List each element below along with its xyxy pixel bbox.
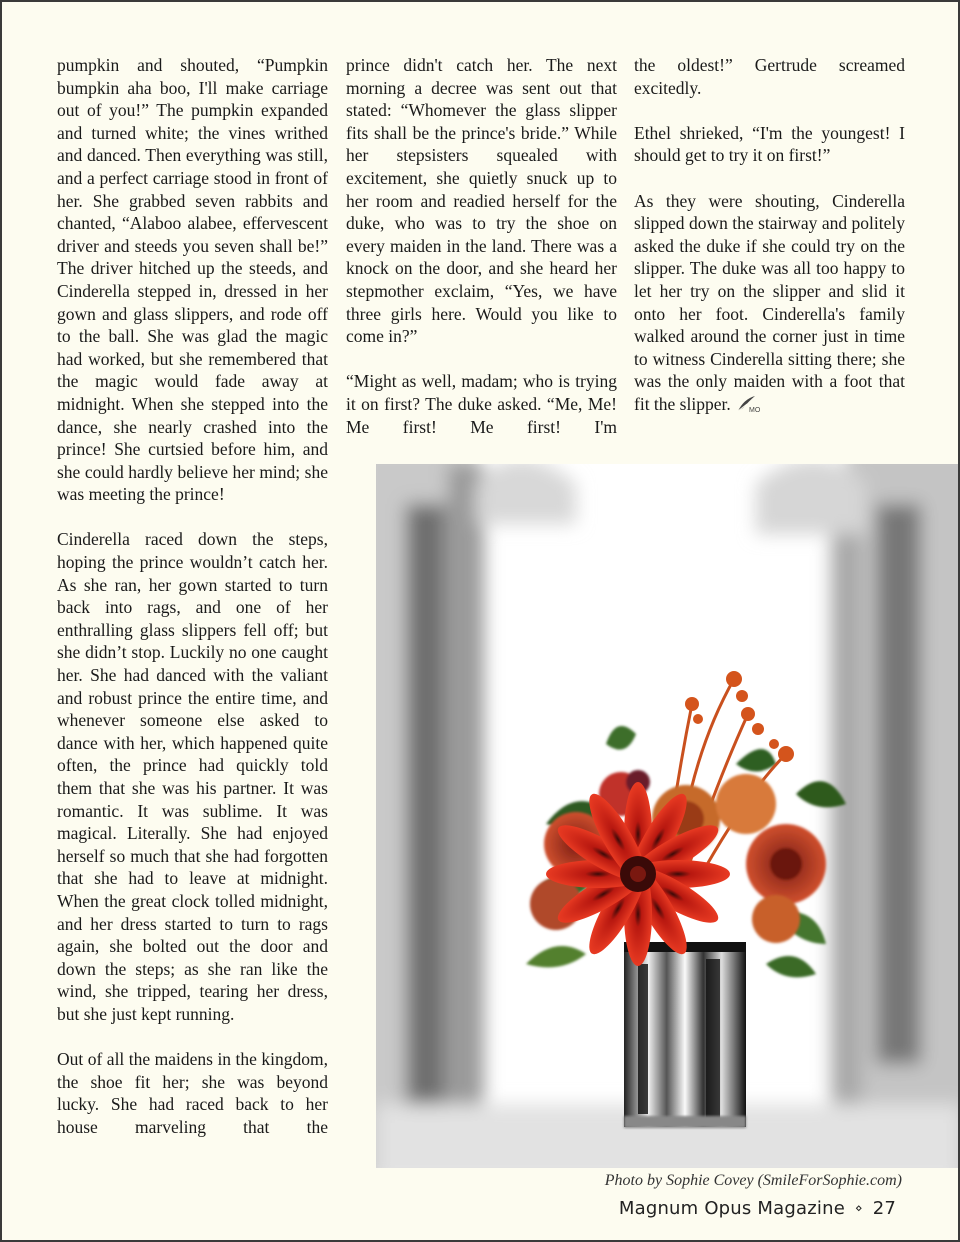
magazine-name: Magnum Opus Magazine xyxy=(618,1198,845,1219)
paragraph: prince didn't catch her. The next morning a decree was sent out that stated: “Whomever the glass slipper fits shall be the prince's bride.” While her stepsisters squealed with excitement, she quietly snuck up to her room and readied herself for the duke, who was to try the shoe on every maiden in the land. There was a knock on the door, and she heard her stepmother exclaim, “Yes, we have three girls here. Would you like to come in?” xyxy=(346,55,617,347)
text-column-3 xyxy=(634,54,905,416)
paragraph-text: As they were shouting, Cinderella slipped down the stairway and politely asked the duke if she could try on the slipper. The duke was all too happy to let her try on the slipper and slid it onto her foot. Cinderella's family walked around the corner just in time to witness Cinderella sitting there; she was the only maiden with a foot that fit the slipper. xyxy=(634,190,905,414)
paragraph: “Might as well, madam; who is trying it on first? The duke asked. “Me, Me! Me first! Me first! I'm xyxy=(346,371,617,437)
paragraph-with-signature xyxy=(634,190,905,416)
footer-separator: ⋄ xyxy=(854,1201,863,1215)
text-column-1 xyxy=(57,54,328,1139)
paragraph: Cinderella raced down the steps, hoping the prince wouldn’t catch her. As she ran, her gown started to turn back into rags, and one of her enthralling glass slippers fell off; but she didn’t stop. Luckily no one caught her. She had danced with the valiant and robust prince the entire time, and whenever someone else asked to dance with her, which happened quite often, the prince had quickly told them that she was his partner. It was romantic. It was sublime. It was magical. Literally. She had enjoyed herself so much that she had forgotten that she had to leave at midnight. When the great clock tolled midnight, and her dress started to turn to rags again, she bolted out the door and down the steps; as she ran like the wind, she tripped, tearing her dress, but she just kept running. xyxy=(57,529,328,1024)
text-column-2 xyxy=(346,54,617,438)
paragraph: Out of all the maidens in the kingdom, the shoe fit her; she was beyond lucky. She had raced back to her house marveling that the xyxy=(57,1049,328,1137)
page-number: 27 xyxy=(872,1198,896,1219)
paragraph: the oldest!” Gertrude screamed excitedly. xyxy=(634,55,905,98)
paragraph: pumpkin and shouted, “Pumpkin bumpkin aha boo, I'll make carriage out of you!” The pumpkin expanded and turned white; the vines writhed and danced. Then everything was still, and a perfect carriage stood in front of her. She grabbed seven rabbits and chanted, “Alaboo alabee, effervescent driver and steeds you seven shall be!” The driver hitched up the steeds, and Cinderella stepped in, dressed in her gown and glass slippers, and rode off to the ball. She was glad the magic had worked, but she remembered that the magic would fade away at midnight. When she stepped into the dance, she nearly crashed into the prince! She curtsied before him, and she could hardly believe her mind; she was meeting the prince! xyxy=(57,55,328,505)
flower-vase-photo xyxy=(376,464,960,1168)
page-footer xyxy=(619,1198,896,1219)
photo-credit: Photo by Sophie Covey (SmileForSophie.com) xyxy=(604,1172,902,1189)
paragraph: Ethel shrieked, “I'm the youngest! I should get to try it on first!” xyxy=(634,122,905,166)
quill-mo-icon xyxy=(735,395,761,413)
svg-text:MO: MO xyxy=(748,406,761,413)
